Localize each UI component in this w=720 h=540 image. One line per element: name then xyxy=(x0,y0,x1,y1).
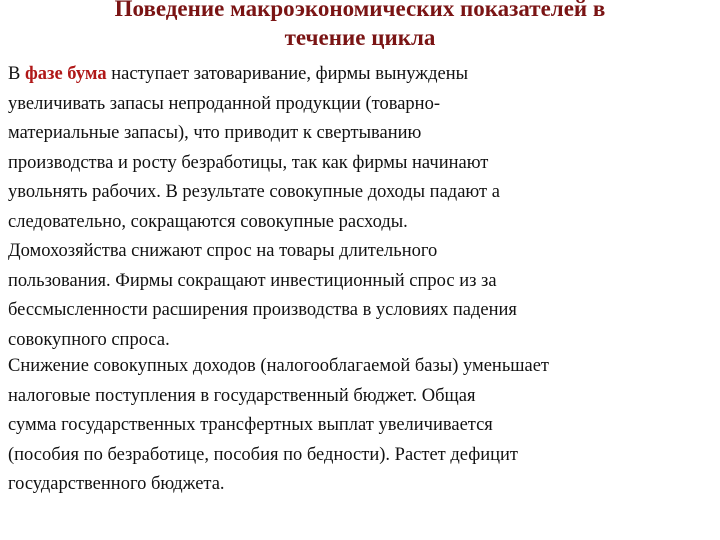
title-line-2: течение цикла xyxy=(284,25,436,50)
paragraph-line: Снижение совокупных доходов (налогооблагаемой базы) уменьшает xyxy=(8,356,550,376)
paragraph-line: налоговые поступления в государственный бюджет. Общая xyxy=(8,385,476,406)
paragraph-line: государственного бюджета. xyxy=(8,474,225,494)
page-title xyxy=(0,0,720,52)
paragraph-line: увеличивать запасы непроданной продукции (товарно- xyxy=(8,93,440,114)
text-rest: наступает затоваривание, фирмы вынуждены xyxy=(106,64,469,84)
text-prefix: В xyxy=(8,64,25,84)
paragraph-budget xyxy=(8,352,720,500)
paragraph-line: (пособия по безработице, пособия по бедности). Растет дефицит xyxy=(8,444,518,465)
paragraph-line: материальные запасы), что приводит к свертыванию xyxy=(8,123,422,143)
paragraph-line: сумма государственных трансфертных выплат увеличивается xyxy=(8,415,493,435)
paragraph-line: совокупного спроса. xyxy=(8,329,170,350)
paragraph-line: бессмысленности расширения производства в условиях падения xyxy=(8,300,517,320)
paragraph-line xyxy=(8,60,720,90)
paragraph-line: производства и росту безработицы, так как фирмы начинают xyxy=(8,152,489,173)
paragraph-line: следовательно, сокращаются совокупные расходы. xyxy=(8,211,408,232)
paragraph-line: Домохозяйства снижают спрос на товары длительного xyxy=(8,241,438,261)
highlight-boom-phase: фазе бума xyxy=(24,64,107,84)
paragraph-line: пользования. Фирмы сокращают инвестиционный спрос из за xyxy=(8,270,497,291)
title-line-1: Поведение макроэкономических показателей в xyxy=(114,0,606,21)
paragraph-boom-phase xyxy=(8,60,720,355)
paragraph-line: увольнять рабочих. В результате совокупные доходы падают а xyxy=(8,182,500,202)
